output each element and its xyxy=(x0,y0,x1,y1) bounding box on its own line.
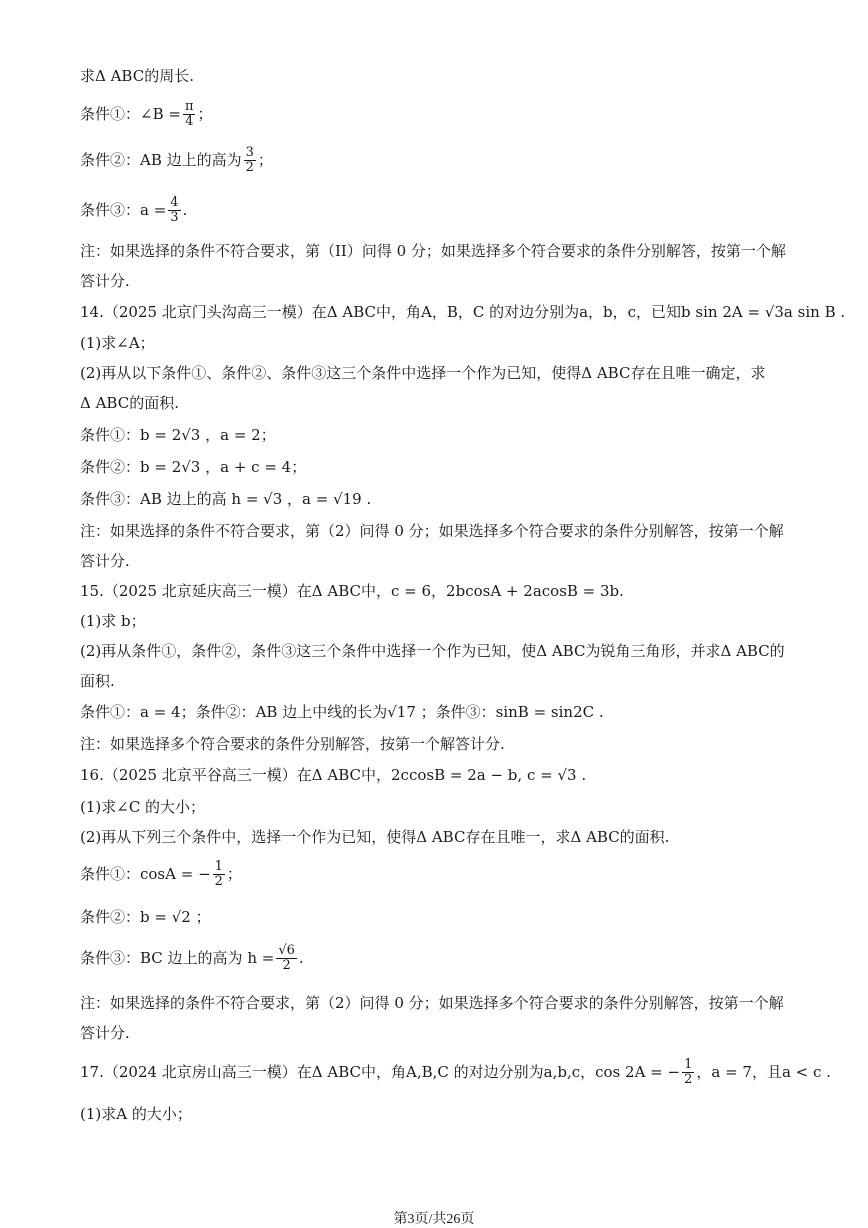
condition-line xyxy=(80,196,790,224)
fraction-numerator: 3 xyxy=(245,145,254,160)
note-line: 注：如果选择的条件不符合要求，第（II）问得 0 分；如果选择多个符合要求的条件分别解答，按第一个解 xyxy=(80,242,786,260)
condition-label: 条件①：cosA = − xyxy=(80,864,211,883)
condition-line: 条件①：a = 4；条件②：AB 边上中线的长为√17 ；条件③：sinB = sin2C . xyxy=(80,703,604,721)
fraction-numerator: 1 xyxy=(214,859,223,874)
text-line: Δ ABC的面积. xyxy=(80,394,179,412)
sub-question: (1)求∠C 的大小； xyxy=(80,798,206,816)
condition-line: 条件②：b = 2√3 ，a + c = 4； xyxy=(80,458,307,476)
fraction-denominator: 2 xyxy=(245,159,254,175)
condition-label: 条件②：AB 边上的高为 xyxy=(80,150,242,169)
condition-suffix: ； xyxy=(226,864,242,883)
question-heading: 15.（2025 北京延庆高三一模）在Δ ABC中，c = 6，2bcosA + 2acosB = 3b. xyxy=(80,582,624,600)
condition-line xyxy=(80,100,790,128)
question-heading: 16.（2025 北京平谷高三一模）在Δ ABC中，2ccosB = 2a − b, c = √3 . xyxy=(80,766,587,784)
fraction xyxy=(682,1058,694,1086)
page-footer: 第3页/共26页 xyxy=(393,1212,475,1227)
sub-question: (1)求∠A； xyxy=(80,334,155,352)
question-text-suffix: ，a = 7，且a < c . xyxy=(696,1062,831,1081)
fraction-denominator: 3 xyxy=(170,209,179,225)
fraction-denominator: 2 xyxy=(214,873,223,889)
note-line: 答计分. xyxy=(80,552,130,570)
note-line: 答计分. xyxy=(80,272,130,290)
fraction xyxy=(244,146,256,174)
note-line: 注：如果选择多个符合要求的条件分别解答，按第一个解答计分. xyxy=(80,735,505,753)
condition-suffix: . xyxy=(182,200,188,219)
fraction-numerator: √6 xyxy=(278,943,295,958)
condition-suffix: . xyxy=(298,948,304,967)
fraction xyxy=(183,100,196,128)
fraction xyxy=(276,944,297,972)
sub-question: (2)再从下列三个条件中，选择一个作为已知，使得Δ ABC存在且唯一，求Δ ABC的面积. xyxy=(80,828,670,846)
condition-suffix: ； xyxy=(257,150,273,169)
text-line: 求Δ ABC的周长. xyxy=(80,67,194,85)
condition-line xyxy=(80,944,790,972)
condition-label: 条件①：∠B = xyxy=(80,104,181,123)
question-heading: 14.（2025 北京门头沟高三一模）在Δ ABC中，角A，B，C 的对边分别为a，b，c，已知b sin 2A = √3a sin B . xyxy=(80,303,846,321)
fraction-denominator: 2 xyxy=(684,1071,693,1087)
fraction-numerator: 4 xyxy=(170,195,179,210)
fraction-denominator: 2 xyxy=(282,957,291,973)
condition-label: 条件③：a = xyxy=(80,200,167,219)
condition-line xyxy=(80,146,790,174)
condition-label: 条件③：BC 边上的高为 h = xyxy=(80,948,275,967)
fraction-numerator: 1 xyxy=(684,1057,693,1072)
text-line: 面积. xyxy=(80,672,115,690)
fraction-denominator: 4 xyxy=(185,113,194,129)
condition-line: 条件①：b = 2√3 ，a = 2； xyxy=(80,426,276,444)
note-line: 注：如果选择的条件不符合要求，第（2）问得 0 分；如果选择多个符合要求的条件分别解答，按第一个解 xyxy=(80,522,784,540)
condition-line: 条件②：b = √2 ； xyxy=(80,908,211,926)
note-line: 答计分. xyxy=(80,1024,130,1042)
fraction-numerator: π xyxy=(184,99,194,114)
condition-suffix: ； xyxy=(197,104,213,123)
question-text: 17.（2024 北京房山高三一模）在Δ ABC中，角A,B,C 的对边分别为a,b,c，cos 2A = − xyxy=(80,1062,681,1081)
fraction xyxy=(168,196,180,224)
sub-question: (2)再从以下条件①、条件②、条件③这三个条件中选择一个作为已知，使得Δ ABC存在且唯一确定，求 xyxy=(80,364,766,382)
fraction xyxy=(213,860,225,888)
question-heading xyxy=(80,1057,831,1087)
sub-question: (1)求 b； xyxy=(80,612,146,630)
note-line: 注：如果选择的条件不符合要求，第（2）问得 0 分；如果选择多个符合要求的条件分别解答，按第一个解 xyxy=(80,994,784,1012)
condition-line xyxy=(80,860,790,888)
sub-question: (1)求A 的大小； xyxy=(80,1105,192,1123)
condition-line: 条件③：AB 边上的高 h = √3 ，a = √19 . xyxy=(80,490,372,508)
sub-question: (2)再从条件①，条件②，条件③这三个条件中选择一个作为已知，使Δ ABC为锐角三角形，并求Δ ABC的 xyxy=(80,642,785,660)
